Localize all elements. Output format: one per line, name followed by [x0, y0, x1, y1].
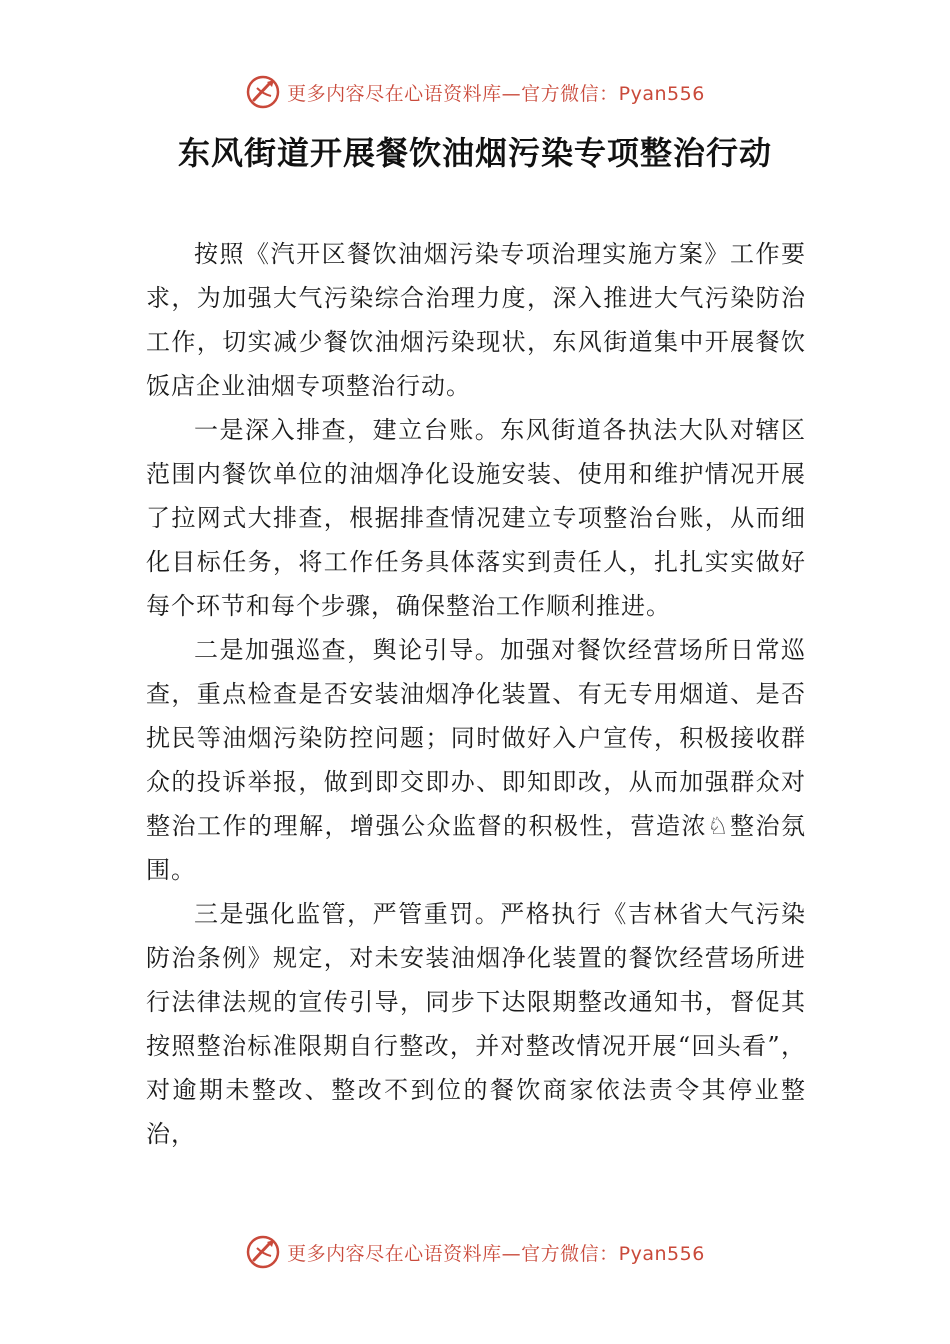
- watermark-logo-icon: [245, 1234, 281, 1270]
- body-paragraph: 按照《汽开区餐饮油烟污染专项治理实施方案》工作要求，为加强大气污染综合治理力度，深入推进大气污染防治工作，切实减少餐饮油烟污染现状，东风街道集中开展餐饮饭店企业油烟专项整治行动。: [146, 240, 806, 400]
- document-body: [146, 232, 806, 1156]
- watermark-text: 更多内容尽在心语资料库—官方微信：Pyan556: [287, 1242, 705, 1265]
- footer-watermark: [0, 1232, 950, 1272]
- body-paragraph: 二是加强巡查，舆论引导。加强对餐饮经营场所日常巡查，重点检查是否安装油烟净化装置、有无专用烟道、是否扰民等油烟污染防控问题；同时做好入户宣传，积极接收群众的投诉举报，做到即交即办、即知即改，从而加强群众对整治工作的理解，增强公众监督的积极性，营造浓♘整治氛围。: [146, 636, 806, 884]
- document-title: 东风街道开展餐饮油烟污染专项整治行动: [177, 134, 772, 172]
- body-paragraph: 一是深入排查，建立台账。东风街道各执法大队对辖区范围内餐饮单位的油烟净化设施安装、使用和维护情况开展了拉网式大排查，根据排查情况建立专项整治台账，从而细化目标任务，将工作任务具体落实到责任人，扎扎实实做好每个环节和每个步骤，确保整治工作顺利推进。: [146, 416, 806, 620]
- watermark-text: 更多内容尽在心语资料库—官方微信：Pyan556: [287, 82, 705, 105]
- header-watermark: [0, 72, 950, 112]
- body-paragraph: 三是强化监管，严管重罚。严格执行《吉林省大气污染防治条例》规定，对未安装油烟净化装置的餐饮经营场所进行法律法规的宣传引导，同步下达限期整改通知书，督促其按照整治标准限期自行整改，并对整改情况开展“回头看”， 对逾期未整改、整改不到位的餐饮商家依法责令其停业整治，: [146, 900, 806, 1148]
- watermark-logo-icon: [245, 74, 281, 110]
